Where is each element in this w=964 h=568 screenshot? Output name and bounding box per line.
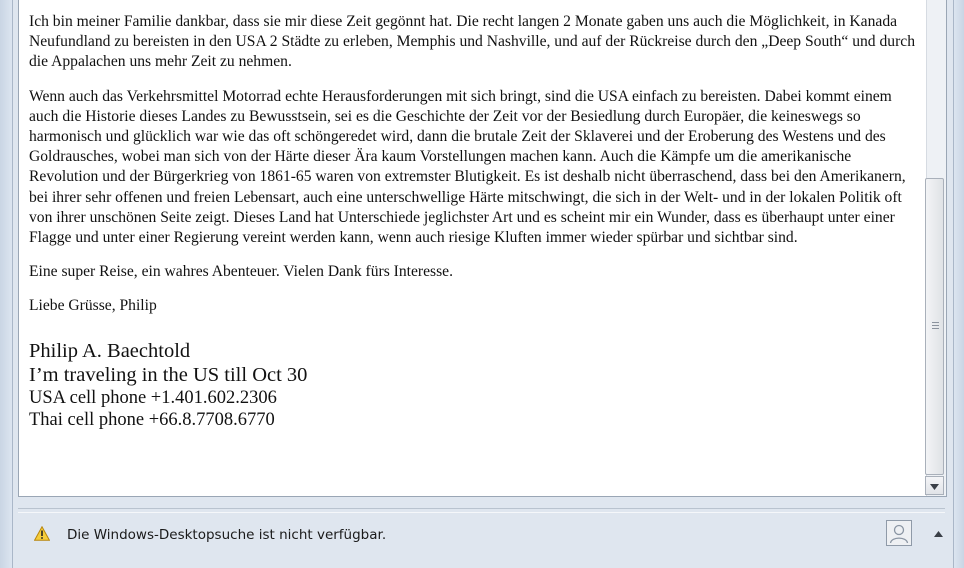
window-frame-left (0, 0, 13, 568)
scroll-down-arrow-icon (930, 477, 939, 495)
signature-usa-phone: USA cell phone +1.401.602.2306 (29, 387, 277, 408)
message-paragraph: Eine super Reise, ein wahres Abenteuer. Vielen Dank fürs Interesse. (29, 263, 453, 281)
infobar-message: Die Windows-Desktopsuche ist nicht verfügbar. (67, 527, 387, 543)
signature-thai-phone: Thai cell phone +66.8.7708.6770 (29, 409, 275, 430)
message-paragraph: Liebe Grüsse, Philip (29, 297, 157, 315)
warning-icon (34, 526, 50, 542)
infobar-divider (18, 508, 945, 513)
signature-travel-note: I’m traveling in the US till Oct 30 (29, 363, 308, 386)
contact-photo-icon[interactable] (886, 520, 912, 546)
collapse-button[interactable] (930, 524, 946, 542)
chevron-up-icon (934, 524, 943, 542)
signature-name: Philip A. Baechtold (29, 339, 191, 362)
message-paragraph: Wenn auch das Verkehrsmittel Motorrad echte Herausforderungen mit sich bringt, sind die USA einfach zu bereisten. Dabei kommt einem auch die Historie dieses Landes zu Bewusstsein, sei es die Geschichte der Zeit vor der Besiedlung durch Europäer, die keineswegs so harmonisch und glücklich war wie das oft schöngeredet wird, dann die brutale Zeit der Sklaverei und der Eroberung des Westens und des Goldrausches, wobei man sich von der Härte dieser Ära kaum Vorstellungen machen kann. Auch die Kämpfe um die amerikanische Revolution und der Bürgerkrieg von 1861-65 waren von extremster Blutigkeit. Es ist deshalb nicht überraschend, dass bei den Amerikanern, bei ihrer sehr offenen und freien Lebensart, auch eine unterschwellige Härte mitschwingt, die sich in der Welt- und in der lokalen Politik oft von ihrer unschönen Seite zeigt. Dieses Land hat Unterschiede jeglichster Art und es scheint mir ein Wunder, dass es überhaupt unter einer Flagge und unter einer Regierung vereint werden kann, wenn auch riesige Kluften immer wieder spürbar und sichtbar sind. (29, 87, 906, 247)
reading-pane (18, 0, 947, 497)
scrollbar-grip-icon (931, 321, 940, 330)
scrollbar-thumb[interactable] (925, 178, 944, 475)
message-paragraph: Ich bin meiner Familie dankbar, dass sie mir diese Zeit gegönnt hat. Die recht langen 2 Monate gaben uns auch die Möglichkeit, in Kanada Neufundland zu bereisten in den USA 2 Städte zu erleben, Memphis und Nashville, und auf der Rückreise durch den „Deep South“ und durch die Appalachen uns mehr Zeit zu nehmen. (29, 13, 916, 71)
message-body (29, 12, 919, 431)
infobar (18, 516, 948, 558)
window-frame-right (953, 0, 964, 568)
scroll-down-button[interactable] (925, 476, 944, 495)
